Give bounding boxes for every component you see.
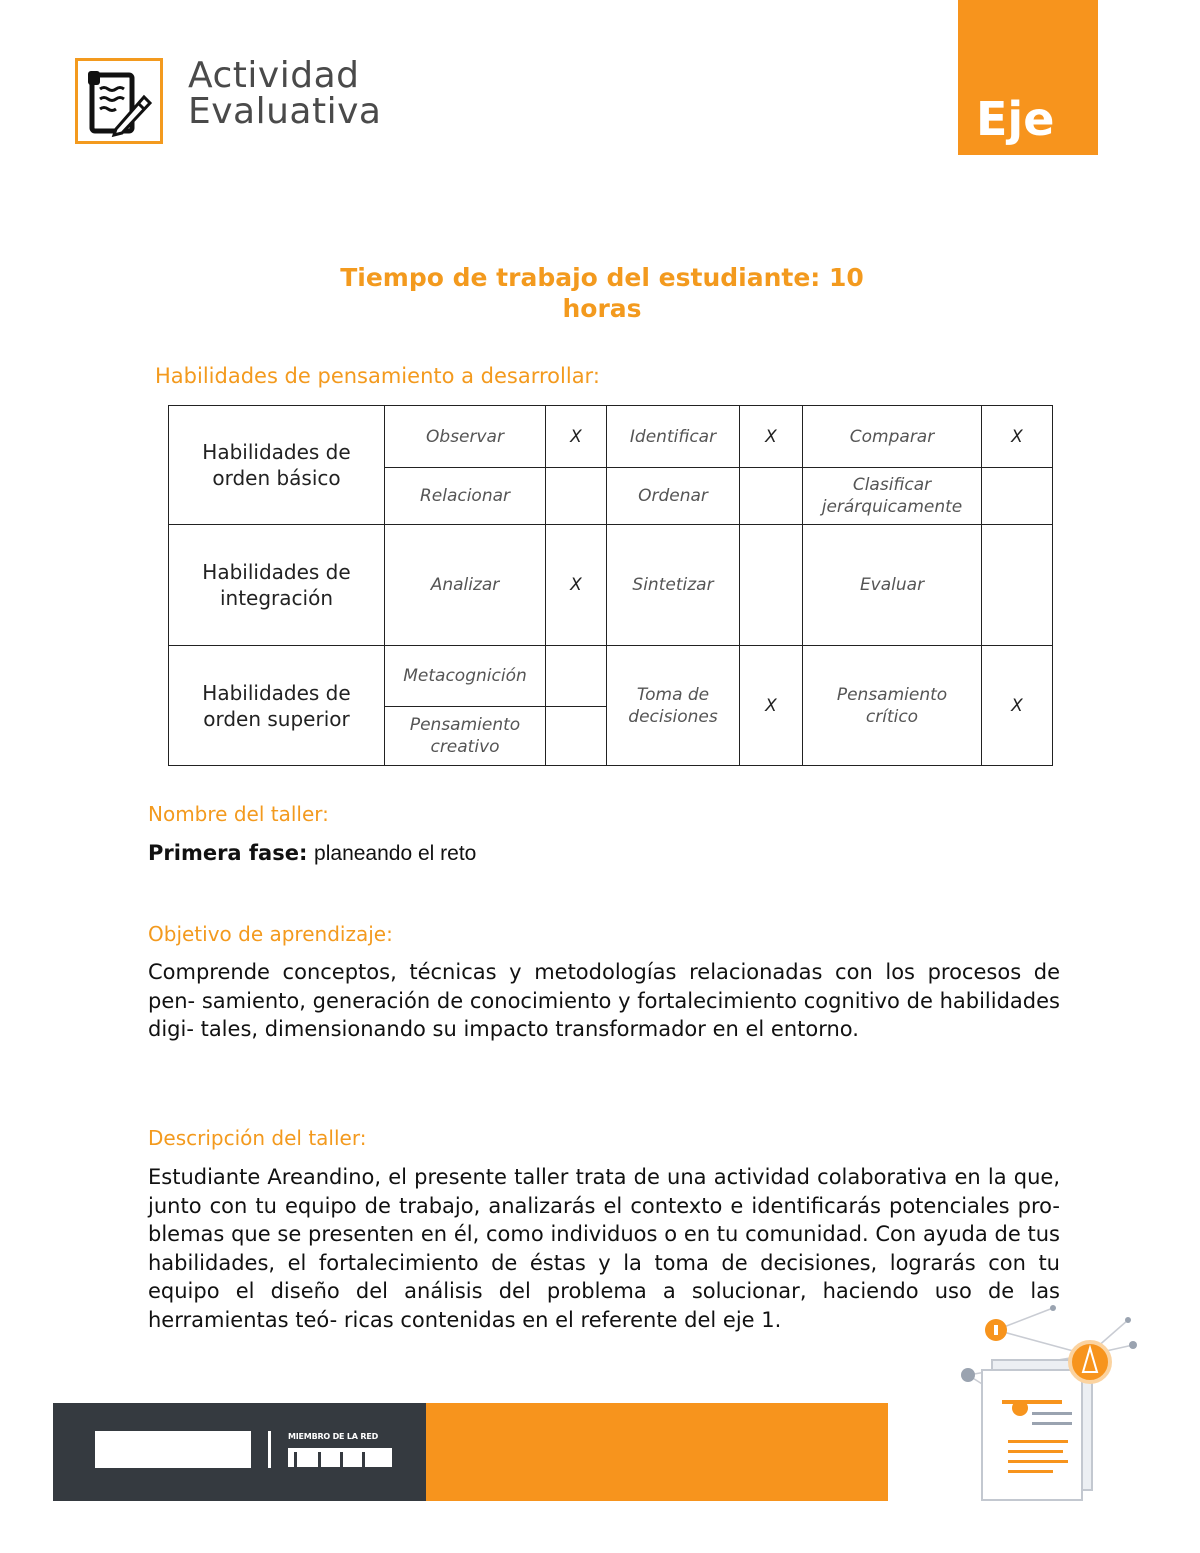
description-heading: Descripción del taller:	[148, 1126, 367, 1150]
table-row	[169, 406, 1053, 468]
mark-toma-decisiones: X	[740, 646, 803, 766]
header-title	[188, 55, 382, 132]
skill-evaluar: Evaluar	[803, 525, 982, 646]
time-title-line2: horas	[562, 294, 642, 323]
skill-pensamiento-creativo: Pensamiento creativo	[385, 707, 546, 766]
eje-label: Eje	[976, 92, 1055, 146]
mark-ordenar	[740, 468, 803, 525]
skill-ordenar: Ordenar	[607, 468, 740, 525]
mark-pensamiento-creativo	[546, 707, 607, 766]
description-text: Estudiante Areandino, el presente taller trata de una actividad colaborativa en la que, junto con tu equipo de trabajo, analizarás el contexto e identificarás potenciales pro- blemas que se presenten en él, como individuos o en tu comunidad. Con ayuda de tus habilidades, el fortalecimiento de éstas y la toma de decisiones, lograrás con tu equipo el diseño del análisis del problema a solucionar, haciendo uso de las herramientas teó- ricas contenidas en el referente del eje 1.	[148, 1165, 1060, 1332]
mark-sintetizar	[740, 525, 803, 646]
workshop-name	[148, 841, 476, 866]
skill-clasificar: Clasificar jerárquicamente	[803, 468, 982, 525]
table-row	[169, 646, 1053, 707]
group-basic: Habilidades de orden básico	[169, 406, 385, 525]
skill-pensamiento-critico: Pensamiento crítico	[803, 646, 982, 766]
skill-analizar: Analizar	[385, 525, 546, 646]
skill-relacionar: Relacionar	[385, 468, 546, 525]
footer-network-logo	[288, 1448, 392, 1467]
time-title	[300, 262, 904, 324]
activity-logo	[75, 58, 163, 144]
footer-logo-placeholder	[95, 1431, 251, 1468]
mark-evaluar	[982, 525, 1053, 646]
mark-observar: X	[546, 406, 607, 468]
skill-sintetizar: Sintetizar	[607, 525, 740, 646]
mark-identificar: X	[740, 406, 803, 468]
group-superior: Habilidades de orden superior	[169, 646, 385, 766]
mark-clasificar	[982, 468, 1053, 525]
mark-analizar: X	[546, 525, 607, 646]
footer-divider	[268, 1431, 271, 1468]
time-title-line1: Tiempo de trabajo del estudiante: 10	[340, 263, 864, 292]
mark-comparar: X	[982, 406, 1053, 468]
header-title-line2: Evaluativa	[188, 91, 382, 132]
document-pencil-icon	[86, 67, 154, 139]
objective-heading: Objetivo de aprendizaje:	[148, 922, 393, 946]
table-row	[169, 525, 1053, 646]
objective-text: Comprende conceptos, técnicas y metodologías relacionadas con los procesos de pen- samiento, generación de conocimiento y fortalecimiento cognitivo de habilidades digi- tales, dimensionando su impacto transformador en el entorno.	[148, 960, 1060, 1041]
skill-toma-decisiones: Toma de decisiones	[607, 646, 740, 766]
mark-pensamiento-critico: X	[982, 646, 1053, 766]
footer-orange-band	[426, 1403, 888, 1501]
skills-table	[168, 405, 1053, 766]
skill-metacognicion: Metacognición	[385, 646, 546, 707]
skill-observar: Observar	[385, 406, 546, 468]
skills-heading: Habilidades de pensamiento a desarrollar:	[155, 364, 600, 388]
header-title-line1: Actividad	[188, 55, 360, 96]
footer-network-label: MIEMBRO DE LA RED	[288, 1432, 379, 1441]
mark-metacognicion	[546, 646, 607, 707]
mark-relacionar	[546, 468, 607, 525]
group-integration: Habilidades de integración	[169, 525, 385, 646]
workshop-name-rest: planeando el reto	[314, 842, 477, 865]
workshop-name-heading: Nombre del taller:	[148, 802, 329, 826]
eje-tab	[958, 0, 1098, 155]
skill-identificar: Identificar	[607, 406, 740, 468]
skill-comparar: Comparar	[803, 406, 982, 468]
document-illustration	[948, 1300, 1148, 1510]
workshop-name-bold: Primera fase:	[148, 841, 308, 865]
